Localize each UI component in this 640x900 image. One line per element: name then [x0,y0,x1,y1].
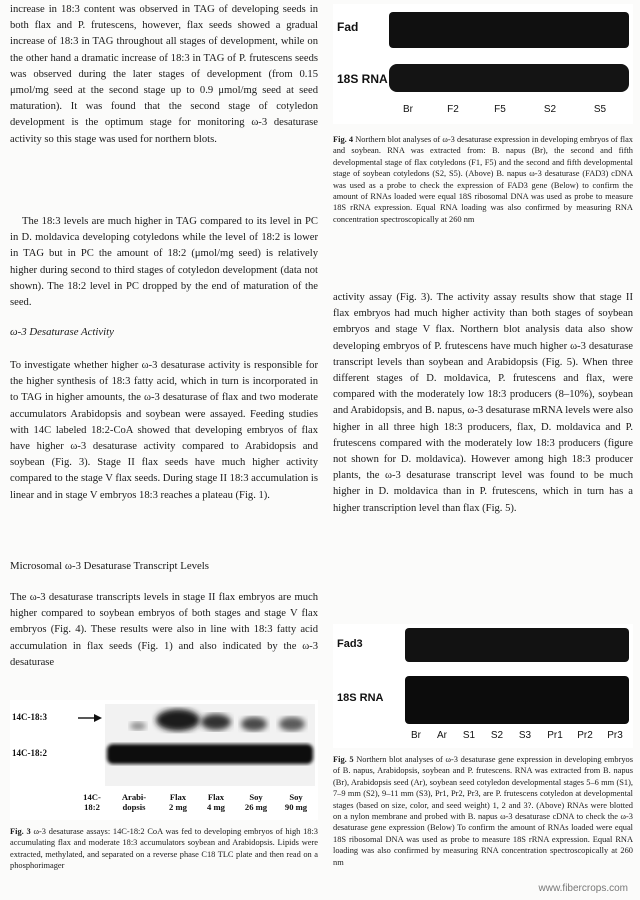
figure-4-northern-blot [333,4,633,124]
lane-label-br: Br [411,730,421,741]
lane-label-top: Soy [289,792,303,802]
lane-label-ar: Ar [437,730,447,741]
lane-label-soy-90mg [276,792,316,812]
lane-label-top: 14C- [83,792,101,802]
lane-label-flax-4mg [198,792,234,812]
paragraph-activity-assay-results: activity assay (Fig. 3). The activity assay results show that stage II flax embryos had much higher activity than both stages of soybean embryos and stage V flax. Northern blot analysis data also show developing embryos of P. frutescens have much higher ω-3 desaturase transcript levels than soybean and Arabidopsis (Fig. 5). When three different stages of D. moldavica, P. frutescens and flax, were compared with the moderately low 18:3 producers (8–10%), soybean and Arabidopsis, and B. napus, ω-3 desaturase mRNA levels were also higher in all three high 18:3 producers, flax, D. moldavica and P. frutescens compared with the moderately low 18:3 producers (figure not shown for D. moldavica). However among high 18:3 producer plants, the ω-3 desaturase transcript level was found to be much higher in D. moldavica than in P. frutescens, which in turn has a higher transcription level than flax (Fig. 5). [333,292,633,514]
figure-3-caption-label: Fig. 3 [10,827,31,836]
18s-band-strip [389,64,629,92]
blot-row-label-fad: Fad [337,20,359,34]
figure-5-northern-blot [333,624,633,748]
lane-label-s1: S1 [462,730,476,741]
blot-row-label-18s: 18S RNA [337,692,384,704]
lane-label-s5: S5 [593,104,607,115]
lane-label-f5: F5 [494,104,506,115]
section-heading-desaturase-activity: ω-3 Desaturase Activity [10,326,114,338]
figure-3-caption-text: ω-3 desaturase assays: 14C-18:2 CoA was fed to developing embryos of high 18:3 accumulating flax and moderate 18:3 accumulators soybean and Arabidopsis. Lipids were extracted, methylated, and separated on a reverse phase C18 TLC plate and then read on a phosphorimager [10,827,318,871]
lane-label-top: Arabi- [121,792,147,802]
fad3-band-strip [405,628,629,662]
lane-label-top: Soy [249,792,263,802]
figure-3-caption [10,826,318,872]
fad-band-strip [389,12,629,48]
lane-label-flax-2mg [160,792,196,812]
paragraph-transcript-levels: The ω-3 desaturase transcripts levels in stage II flax embryos are much higher compared to soybean embryos of both stages and stage V flax embryos (Fig. 4). These results were also in line with 18:3 fatty acid accumulation in flax seeds (Fig. 1) and also indicated by the ω-3 desaturase [10,592,318,668]
lane-label-pr3: Pr3 [607,730,623,741]
lane-label-s3: S3 [518,730,532,741]
lane-label-arabidopsis [114,792,154,812]
row-label-18-3: 14C-18:3 [12,712,47,722]
figure-3-tlc-plate [10,700,318,820]
spot-18-3-soy-90mg [279,717,305,731]
lane-label-f2: F2 [447,104,459,115]
lane-label-14c [76,792,108,812]
lane-label-pr1: Pr1 [547,730,563,741]
lane-label-bottom: 90 mg [284,802,308,812]
lane-label-top: Flax [207,792,225,802]
paragraph-18-3-levels: The 18:3 levels are much higher in TAG compared to its level in PC in D. moldavica developing cotyledons while the level of 18:2 is lower in TAG but in PC the amount of 18:2 (μmol/mg seed) is relatively higher during second to third stages of cotyledon development (data not shown). The 18:2 level in PC dropped by the end of maturation of the seed. [10,216,318,309]
row-label-18-2: 14C-18:2 [12,748,47,758]
spot-18-3-arabidopsis [130,722,146,730]
spot-18-3-soy-26mg [241,717,267,731]
figure-4-caption-text: Northern blot analyses of ω-3 desaturase expression in developing embryos of flax and soybean. RNA was extracted from: B. napus (Br), the second and fifth developmental stage of flax cotyledons (F1, F5) and the second and fifth developmental stage of soybean cotyledons (S2, S5). (Above) B. napus ω-3 desaturase (FAD3) cDNA was used as a probe to check the expression of FAD3 gene (Below) to confirm the amount of RNAs loaded were equal 18S ribosomal DNA was used as probe to measure 18S rRNA expression. Equal RNA loading was also confirmed by measuring RNA concentration spectroscopically at 260 nm [333,135,633,224]
paragraph-tag-increase: increase in 18:3 content was observed in TAG of developing seeds in both flax and P. frutescens, however, flax seeds showed a gradual increase of 18:3 in TAG throughout all stages of development, while on the other hand a dramatic increase of 18:3 in TAG of P. frutescens seeds was observed during the later stages of development (from 0.15 μmol/mg seed at the second stage up to 0.9 μmol/mg seed at seed maturation). It was found that the second stage of cotyledon development is the optimum stage for monitoring ω-3 desaturase activity so this stage was used for northern blots. [10,4,318,145]
figure-4-caption-label: Fig. 4 [333,135,354,144]
section-heading-transcript-levels: Microsomal ω-3 Desaturase Transcript Levels [10,560,210,572]
paragraph-desaturase-activity: To investigate whether higher ω-3 desaturase activity is responsible for the higher synthesis of 18:3 fatty acid, which in turn is incorporated in to TAG in higher amounts, the ω-3 desaturase of flax and two moderate accumulators Arabidopsis and soybean were assayed. Feeding studies with 14C labeled 18:2-CoA showed that developing embryos of flax have higher ω-3 desaturase activity compared to Arabidopsis and soybean (Fig. 3). Stage II flax seeds have much higher activity compared to the stage V flax seeds. During stage II 18:3 accumulation is linear and in stage V embryos 18:3 reaches a plateau (Fig. 1). [10,360,318,501]
lane-label-soy-26mg [236,792,276,812]
lane-label-bottom: 26 mg [244,802,268,812]
blot-row-label-fad3: Fad3 [337,638,363,650]
spot-18-3-flax-4mg [201,714,231,730]
band-18-2 [107,744,313,764]
figure-5-caption-label: Fig. 5 [333,755,354,764]
lane-label-s2: S2 [490,730,504,741]
figure-4-caption [333,134,633,225]
lane-label-br: Br [403,104,413,115]
lane-label-bottom: 4 mg [207,802,225,812]
figure-5-caption-text: Northern blot analyses of ω-3 desaturase gene expression in developing embryos of B. napus, Arabidopsis, soybean and P. frutescens. RNA was extracted from B. napus (Br), Arabidopsis seed (Ar), soybean seed cotyledon developmental stages 5–6 mm (S1), 7–9 mm (S2), 9–11 mm (S3), Pr1, Pr2, Pr3, are P. frutescens cotyledon at developmental stages (based on size, color, and seed weight) 1, 2 and 3?. (Above) RNAs were blotted on a nylon membrane and probed with B. napus ω-3 desaturase cDNA to check the ω-3 desaturase gene expression (Below) To confirm the amount of RNAs loaded were equal 18S ribosomal DNA was used as probe to measure 18S rRNA expression. Equal RNA loading was also confirmed by measuring RNA concentration spectroscopically at 260 nm [333,755,634,867]
lane-label-pr2: Pr2 [577,730,593,741]
lane-label-bottom: 18:2 [84,802,100,812]
spot-18-3-flax-2mg [156,709,200,731]
blot-row-label-18s: 18S RNA [337,72,388,86]
lane-label-top: Flax [169,792,187,802]
lane-label-bottom: 2 mg [169,802,187,812]
watermark: www.fibercrops.com [538,883,628,894]
arrow-head-icon [94,714,102,722]
lane-label-s2: S2 [543,104,557,115]
figure-5-caption [333,754,633,868]
lane-label-bottom: dopsis [122,802,146,812]
18s-band-strip [405,676,629,724]
